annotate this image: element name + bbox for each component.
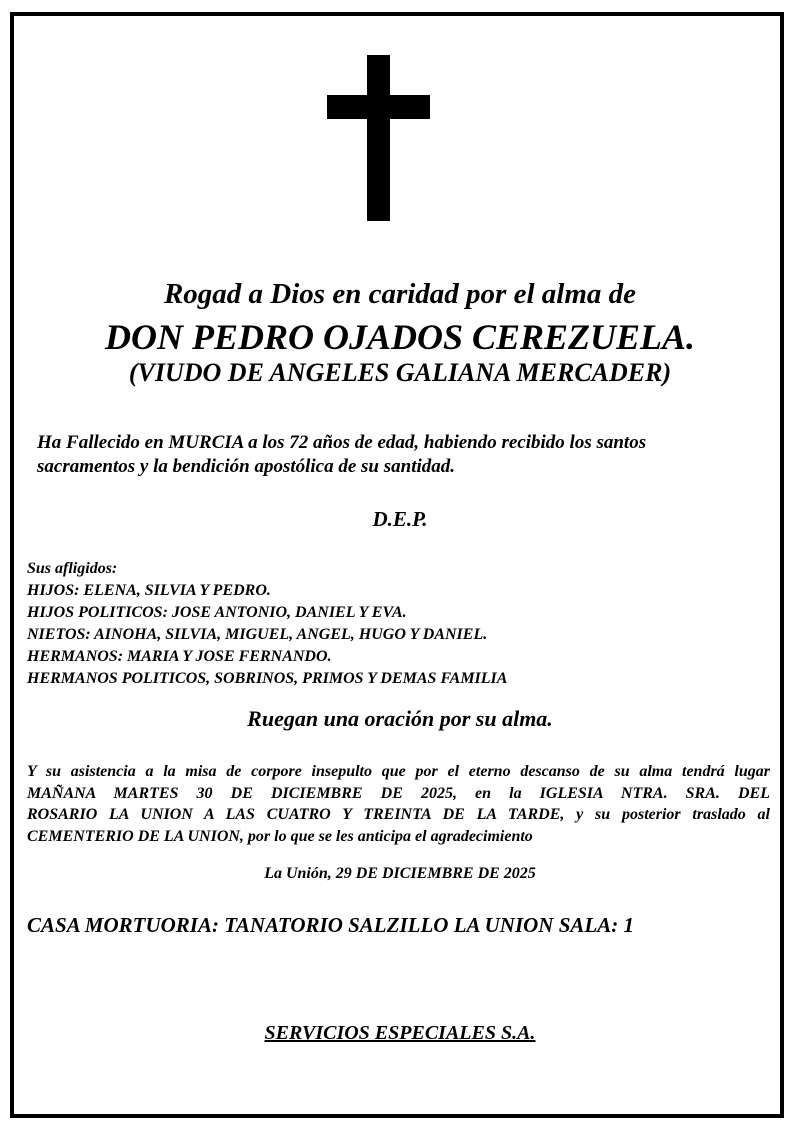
intro-text: Rogad a Dios en caridad por el alma de [163, 278, 637, 310]
mass-notice-line: Y su asistencia a la misa de corpore insepulto que por el eterno descanso de su alma tendrá lugar [27, 763, 770, 780]
cross-horizontal-bar [327, 95, 430, 119]
mass-notice [27, 761, 770, 847]
death-notice-line: sacramentos y la bendición apostólica de su santidad. [37, 456, 456, 477]
cross-vertical-bar [367, 55, 390, 221]
funeral-home: CASA MORTUORIA: TANATORIO SALZILLO LA UNION SALA: 1 [27, 913, 634, 937]
company-name: SERVICIOS ESPECIALES S.A. [264, 1022, 536, 1044]
mass-notice-line: MAÑANA MARTES 30 DE DICIEMBRE DE 2025, en la IGLESIA NTRA. SRA. DEL [27, 784, 770, 802]
death-notice-line: Ha Fallecido en MURCIA a los 72 años de edad, habiendo recibido los santos [37, 432, 647, 453]
deceased-name: DON PEDRO OJADOS CEREZUELA. [104, 317, 696, 357]
latin-cross-icon [327, 55, 430, 221]
mourners-siblings-in-law: HERMANOS POLITICOS, SOBRINOS, PRIMOS Y DEMAS FAMILIA [27, 670, 508, 687]
widower-note: (VIUDO DE ANGELES GALIANA MERCADER) [128, 358, 672, 387]
mourners-children: HIJOS: ELENA, SILVIA Y PEDRO. [27, 582, 271, 599]
mourners-list [27, 558, 507, 690]
mass-notice-line: CEMENTERIO DE LA UNION, por lo que se les anticipa el agradecimiento [27, 827, 533, 845]
mourners-siblings: HERMANOS: MARIA Y JOSE FERNANDO. [27, 648, 332, 665]
mass-notice-line: ROSARIO LA UNION A LAS CUATRO Y TREINTA DE LA TARDE, y su posterior traslado al [27, 806, 770, 823]
death-notice [37, 431, 646, 479]
mourners-heading: Sus afligidos: [27, 560, 118, 577]
dep-text: D.E.P. [372, 507, 428, 531]
place-date: La Unión, 29 DE DICIEMBRE DE 2025 [264, 865, 536, 882]
mourners-grandchildren: NIETOS: AINOHA, SILVIA, MIGUEL, ANGEL, HUGO Y DANIEL. [27, 626, 488, 643]
mourners-children-in-law: HIJOS POLITICOS: JOSE ANTONIO, DANIEL Y EVA. [27, 604, 407, 621]
prayer-request: Ruegan una oración por su alma. [247, 706, 553, 731]
